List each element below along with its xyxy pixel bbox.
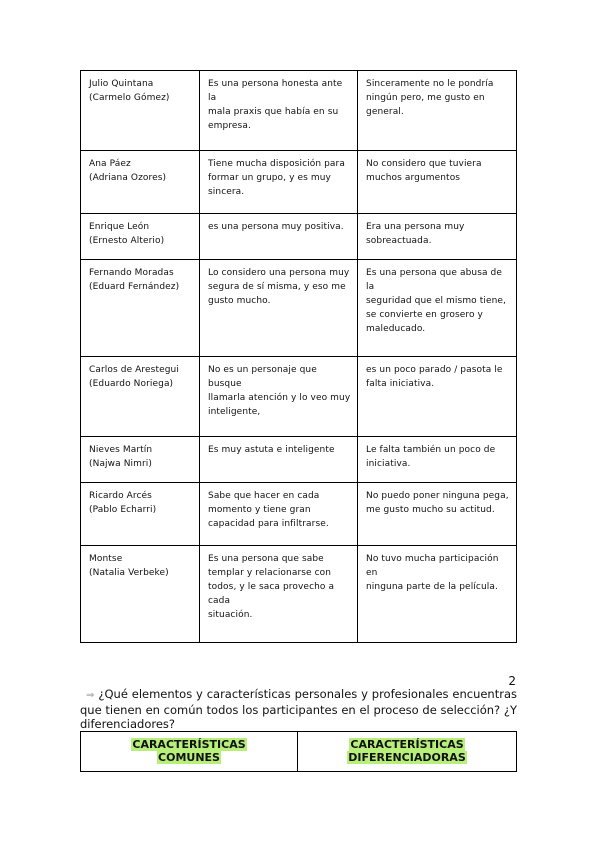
question-text [80, 687, 517, 731]
common-characteristics-header [81, 732, 298, 772]
character-name: Montse [89, 554, 123, 565]
comment-cell [358, 213, 517, 259]
character-name: Ricardo Arcés [89, 491, 152, 502]
actor-name: (Pablo Echarri) [89, 505, 157, 516]
character-name: Ana Páez [89, 158, 131, 169]
comment-cell [358, 483, 517, 546]
comment-cell [358, 260, 517, 357]
actor-name: (Natalia Verbeke) [89, 568, 169, 579]
comment-line: general. [366, 107, 404, 117]
header-line: DIFERENCIADORAS [348, 751, 466, 764]
character-name: Enrique León [89, 221, 150, 232]
comment-line: No tuvo mucha participación en [366, 554, 499, 579]
table-row [81, 213, 517, 259]
comment-cell [358, 546, 517, 643]
opinion-cell [200, 213, 358, 259]
participant-cell [81, 546, 200, 643]
participant-cell [81, 213, 200, 259]
participant-cell [81, 483, 200, 546]
opinion-line: momento y tiene gran [208, 505, 311, 516]
opinion-line: Tiene mucha disposición para [208, 158, 345, 169]
header-line: COMUNES [158, 751, 220, 764]
characteristics-table [80, 731, 517, 772]
comment-line: sobreactuada. [366, 235, 432, 246]
character-name: Fernando Moradas [89, 268, 174, 279]
opinion-cell [200, 546, 358, 643]
comment-line: Era una persona muy [366, 221, 465, 232]
question-body: ¿Qué elementos y características personales y profesionales encuentras que tienen en común todos los participantes en el proceso de selección? ¿Y diferenciadores? [80, 687, 517, 731]
comment-cell [358, 436, 517, 482]
comment-line: No puedo poner ninguna pega, [366, 491, 509, 502]
comment-line: se convierte en grosero y [366, 310, 483, 321]
participant-cell [81, 150, 200, 213]
participant-cell [81, 436, 200, 482]
character-name: Julio Quintana [89, 79, 154, 89]
comment-line: maleducado. [366, 324, 426, 335]
table-row [81, 150, 517, 213]
table-row [81, 71, 517, 151]
header-line: CARACTERÍSTICAS [350, 738, 464, 751]
comment-line: No considero que tuviera [366, 158, 482, 169]
opinion-cell [200, 436, 358, 482]
opinion-line: mala praxis que había en su [208, 107, 339, 117]
opinion-line: inteligente, [208, 406, 261, 417]
opinion-cell [200, 483, 358, 546]
participant-cell [81, 260, 200, 357]
opinion-line: No es un personaje que busque [208, 364, 317, 389]
table-row [81, 356, 517, 436]
table-row [81, 260, 517, 357]
opinion-line: situación. [208, 610, 253, 621]
comment-line: me gusto mucho su actitud. [366, 505, 495, 516]
opinion-line: segura de sí misma, y eso me [208, 282, 346, 293]
opinion-line: Es una persona que sabe [208, 554, 324, 565]
participant-cell [81, 71, 200, 151]
opinion-line: capacidad para infiltrarse. [208, 519, 329, 530]
opinion-cell [200, 71, 358, 151]
opinion-cell [200, 260, 358, 357]
participants-table [80, 70, 517, 643]
opinion-line: Es muy astuta e inteligente [208, 444, 335, 455]
actor-name: (Carmelo Gómez) [89, 93, 170, 103]
different-characteristics-header [298, 732, 517, 772]
opinion-line: gusto mucho. [208, 296, 271, 307]
comment-line: Sinceramente no le pondría [366, 79, 494, 89]
opinion-line: sincera. [208, 186, 245, 197]
comment-cell [358, 356, 517, 436]
opinion-line: templar y relacionarse con [208, 568, 332, 579]
opinion-line: es una persona muy positiva. [208, 221, 344, 232]
comment-line: es un poco parado / pasota le [366, 364, 503, 375]
comment-cell [358, 150, 517, 213]
header-line: CARACTERÍSTICAS [132, 738, 246, 751]
comment-line: falta iniciativa. [366, 378, 435, 389]
comment-line: Es una persona que abusa de la [366, 268, 503, 293]
table-row [81, 546, 517, 643]
opinion-line: formar un grupo, y es muy [208, 172, 331, 183]
character-name: Nieves Martín [89, 444, 153, 455]
participant-cell [81, 356, 200, 436]
opinion-line: Lo considero una persona muy [208, 268, 350, 279]
arrow-right-icon: ⇒ [86, 690, 95, 701]
actor-name: (Adriana Ozores) [89, 172, 167, 183]
actor-name: (Eduard Fernández) [89, 282, 180, 293]
actor-name: (Eduardo Noriega) [89, 378, 174, 389]
comment-line: iniciativa. [366, 458, 411, 469]
comment-line: muchos argumentos [366, 172, 461, 183]
opinion-line: Es una persona honesta ante la [208, 79, 343, 103]
actor-name: (Najwa Nimri) [89, 458, 153, 469]
actor-name: (Ernesto Alterio) [89, 235, 165, 246]
opinion-line: empresa. [208, 121, 251, 131]
opinion-line: llamarla atención y lo veo muy [208, 392, 351, 403]
comment-line: seguridad que el mismo tiene, [366, 296, 507, 307]
opinion-line: todos, y le saca provecho a cada [208, 582, 335, 607]
opinion-cell [200, 356, 358, 436]
comment-line: ninguna parte de la película. [366, 582, 498, 593]
opinion-cell [200, 150, 358, 213]
opinion-line: Sabe que hacer en cada [208, 491, 320, 502]
table-row [81, 436, 517, 482]
comment-cell [358, 71, 517, 151]
page-number: 2 [508, 674, 516, 688]
comment-line: Le falta también un poco de [366, 444, 496, 455]
table-row [81, 483, 517, 546]
character-name: Carlos de Arestegui [89, 364, 179, 375]
comment-line: ningún pero, me gusto en [366, 93, 485, 103]
